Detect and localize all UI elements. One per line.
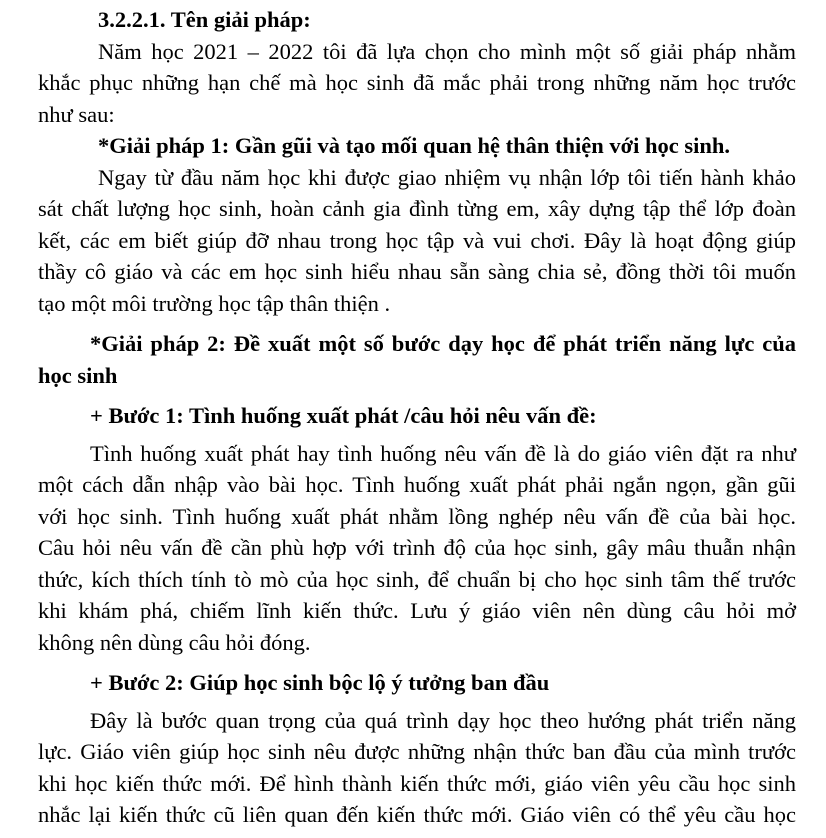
- solution1-body-line: Ngay từ đầu năm học khi được giao nhiệm vụ nhận lớp tôi tiến hành khảo: [98, 164, 796, 190]
- step1-body-line: thức, kích thích tính tò mò của học sinh, để chuẩn bị cho học sinh tâm thế trước: [38, 566, 796, 592]
- solution2-heading: [38, 328, 796, 360]
- step2-body-line: khi học kiến thức mới. Để hình thành kiến thức mới, giáo viên yêu cầu học sinh: [38, 770, 796, 796]
- step2-body-line: lực. Giáo viên giúp học sinh nêu được những nhận thức ban đầu của mình trước: [38, 739, 796, 764]
- solution1-body-line: tạo một môi trường học tập thân thiện .: [38, 290, 391, 316]
- step1-body-line: Câu hỏi nêu vấn đề cần phù hợp với trình độ của học sinh, gây mâu thuẫn nhận: [38, 535, 796, 560]
- step2-body-line: nhắc lại kiến thức cũ liên quan đến kiến thức mới. Giáo viên có thể yêu cầu học: [38, 802, 796, 827]
- solution1-body-line: sát chất lượng học sinh, hoàn cảnh gia đình từng em, xây dựng tập thể lớp đoàn: [38, 196, 796, 221]
- solution1-prefix: *Giải pháp 1: [98, 133, 222, 158]
- step2-heading: + Bước 2: Giúp học sinh bộc lộ ý tưởng ban đầu: [90, 670, 550, 695]
- solution2-title: : Đề xuất một số bước dạy học để phát triển năng lực của: [218, 331, 797, 356]
- solution2-prefix: *Giải pháp 2: [90, 331, 219, 356]
- solution1-body-line: kết, các em biết giúp đỡ nhau trong học tập và vui chơi. Đây là hoạt động giúp: [38, 227, 796, 253]
- solution1-heading: [38, 130, 796, 162]
- intro-line: như sau:: [38, 101, 115, 127]
- section-heading: 3.2.2.1. Tên giải pháp:: [98, 7, 311, 32]
- intro-line: Năm học 2021 – 2022 tôi đã lựa chọn cho mình một số giải pháp nhằm: [98, 38, 796, 64]
- step1-heading: + Bước 1: Tình huống xuất phát /câu hỏi nêu vấn đề:: [90, 403, 597, 428]
- step1-body-line: một cách dẫn nhập vào bài học. Tình huống xuất phát phải ngắn ngọn, gần gũi: [38, 472, 796, 497]
- step2-body-line: Đây là bước quan trọng của quá trình dạy học theo hướng phát triển năng: [90, 707, 796, 733]
- solution1-body-line: thầy cô giáo và các em học sinh hiểu nhau sẵn sàng chia sẻ, đồng thời tôi muốn: [38, 259, 796, 284]
- solution1-title: : Gần gũi và tạo mối quan hệ thân thiện với học sinh.: [221, 133, 730, 158]
- step1-body-line: khi khám phá, chiếm lĩnh kiến thức. Lưu ý giáo viên nên dùng câu hỏi mở: [38, 598, 796, 623]
- step1-body-line: Tình huống xuất phát hay tình huống nêu vấn đề là do giáo viên đặt ra như: [90, 440, 796, 466]
- step1-body-line: không nên dùng câu hỏi đóng.: [38, 629, 311, 655]
- intro-line: khắc phục những hạn chế mà học sinh đã mắc phải trong những năm học trước: [38, 70, 796, 95]
- step1-body-line: với học sinh. Tình huống xuất phát nhằm lồng nghép nêu vấn đề của bài học.: [38, 503, 796, 529]
- solution2-heading-cont: học sinh: [38, 362, 118, 388]
